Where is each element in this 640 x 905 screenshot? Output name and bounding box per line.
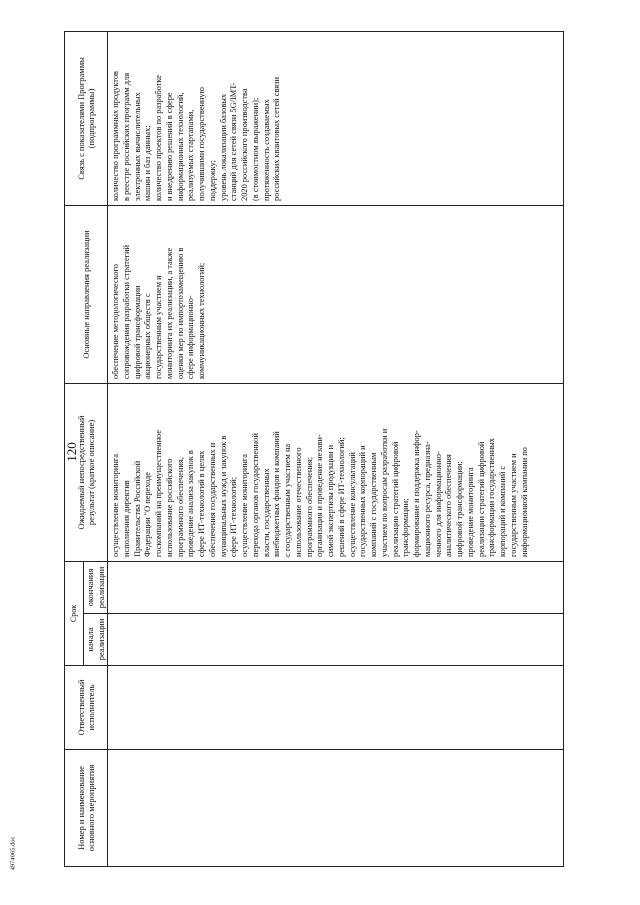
header-term-start-line: начала <box>85 627 96 652</box>
indicators-line: информационных технологий, <box>175 92 185 201</box>
directions-line: мониторинга их реализации, а также <box>164 247 174 379</box>
result-line: государственных корпораций и <box>358 445 368 557</box>
indicators-line: реализуемых стартапами, <box>186 109 196 201</box>
result-line: обеспечения государственных и <box>207 442 217 557</box>
directions-line: сфере информационно- <box>186 295 196 379</box>
result-line: формирование и поддержка инфор- <box>412 430 421 557</box>
result-line: сфере ИТ-технологий; <box>229 476 239 557</box>
header-event <box>65 750 108 867</box>
indicators-text <box>108 32 286 205</box>
directions-line: обеспечение методологического <box>111 264 120 379</box>
result-line: решений в сфере ИТ-технологий; <box>336 437 346 557</box>
result-line: трансформации государственных <box>487 438 497 557</box>
cell-indicators <box>108 31 564 205</box>
indicators-line: количество проектов по разработке <box>154 75 163 201</box>
result-line: перехода органов государственной <box>250 433 260 557</box>
indicators-line: протяженность создаваемых <box>261 99 271 201</box>
header-result <box>65 383 108 561</box>
indicators-line: поддержку; <box>207 159 217 201</box>
result-line: с государственным участием на <box>283 443 292 557</box>
cell-event <box>108 750 564 867</box>
directions-line: государственным участием и <box>154 275 163 379</box>
header-term-end-line: окончания <box>85 568 96 607</box>
result-line: проведение анализа закупок в <box>186 450 196 557</box>
result-line: цифровой трансформации; <box>455 461 464 557</box>
indicators-line: 2020 российского производства <box>240 88 249 201</box>
result-line: госкомпаний на преимущественное <box>154 429 163 557</box>
result-line: информационной кампании по <box>519 447 529 557</box>
indicators-line: в реестре российских программ для <box>121 72 131 201</box>
indicators-line: (в стоимостном выражении); <box>250 97 260 201</box>
directions-line: сопровождения разработки стратегий <box>121 244 131 379</box>
header-term-end <box>84 561 108 613</box>
indicators-line: получившими государственную <box>197 87 206 201</box>
cell-result <box>108 383 564 561</box>
indicators-line: станций для сетей связи 5G/IMT- <box>229 82 239 201</box>
result-line: программного обеспечения, <box>175 457 185 557</box>
cell-end <box>108 561 564 613</box>
cell-start <box>108 614 564 666</box>
header-term: Срок <box>65 561 84 665</box>
directions-text <box>108 206 211 383</box>
indicators-line: количество программных продуктов <box>111 71 120 201</box>
result-line: участием по вопросам разработки и <box>379 428 389 557</box>
result-line: государственным участием и <box>508 453 518 557</box>
document-footer: 4974065.doc <box>9 836 17 871</box>
directions-line: цифровой трансформации <box>132 285 142 379</box>
result-line: осуществление мониторинга <box>240 454 249 557</box>
cell-executor <box>108 666 564 750</box>
result-line: организация и проведение незави- <box>315 434 325 557</box>
header-executor <box>65 666 108 750</box>
result-line: осуществление консультаций <box>347 452 357 557</box>
directions-line: акционерных обществ с <box>143 293 153 379</box>
table-row <box>108 31 564 866</box>
cell-directions <box>108 205 564 383</box>
header-term-start-line: реализации <box>95 618 106 661</box>
rotated-table-container <box>64 32 619 867</box>
directions-line: оценки мер по импортозамещению в <box>175 247 185 379</box>
indicators-line: и внедрению решений в сфере <box>164 92 174 201</box>
result-line: ченного для информационно- <box>433 451 443 557</box>
result-line: аналитического обеспечения <box>444 454 454 557</box>
header-indicators-line: Связь с показателями Программы <box>75 57 86 180</box>
result-line: внебюджетных фондов и компаний <box>272 431 282 557</box>
result-line: исполнения директив <box>121 480 131 557</box>
result-line: реализации стратегий цифровой <box>476 441 486 557</box>
header-executor-line: Ответственный <box>75 679 86 736</box>
header-executor-line: исполнитель <box>86 684 96 731</box>
result-line: симой экспертизы продукции и <box>326 444 335 557</box>
result-line: мационного ресурса, предназна- <box>422 441 432 557</box>
result-text <box>108 384 533 561</box>
header-term-end-line: реализации <box>95 566 106 609</box>
header-indicators-line: (подпрограммы) <box>86 88 96 149</box>
result-line: власти, государственных <box>261 468 271 557</box>
header-event-line: основного мероприятия <box>86 764 96 852</box>
result-line: корпораций и компаний с <box>498 465 507 557</box>
header-directions: Основные направления реализации <box>65 205 108 383</box>
header-result-line: результат (краткое описание) <box>86 419 96 526</box>
header-event-line: Номер и наименование <box>75 766 86 850</box>
header-term-start <box>84 614 108 666</box>
result-line: муниципальных нужд и закупок в <box>218 435 228 557</box>
result-line: Федерации "О переходе <box>143 471 153 557</box>
indicators-line: электронных вычислительных <box>132 92 142 201</box>
result-line: осуществление мониторинга <box>111 454 120 557</box>
indicators-line: уровень локализации базовых <box>218 93 228 201</box>
result-line: использование российского <box>164 458 174 557</box>
result-line: использование отечественного <box>293 447 303 557</box>
result-line: реализации стратегий цифровой <box>390 441 400 557</box>
result-line: программного обеспечения; <box>304 456 314 557</box>
page-number: 120 <box>63 442 79 462</box>
activities-table <box>64 31 564 867</box>
result-line: Правительства Российской <box>132 460 142 557</box>
result-line: проведение мониторинга <box>465 467 475 557</box>
indicators-line: машин и баз данных; <box>143 125 153 201</box>
indicators-line: российских квантовых сетей связи <box>272 77 282 201</box>
header-result-line: Ожидаемый непосредственный <box>75 415 86 530</box>
directions-line: коммуникационных технологий; <box>197 262 206 379</box>
result-line: компаний с государственным <box>369 452 378 557</box>
header-indicators <box>65 31 108 205</box>
result-line: сфере ИТ-технологий в целях <box>197 450 206 557</box>
result-line: трансформации; <box>401 498 411 557</box>
